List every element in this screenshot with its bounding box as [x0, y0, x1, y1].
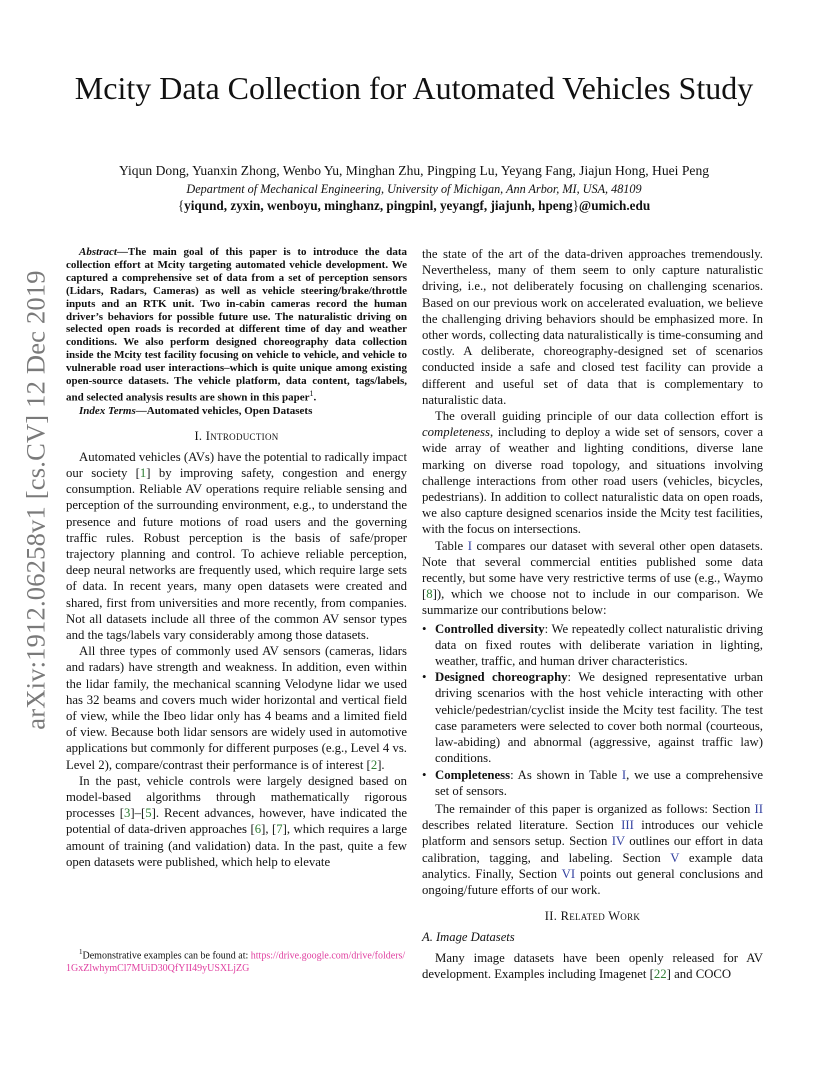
- text-run: outlines our effort in data calibration, tagging, and labeling. Section: [422, 834, 764, 865]
- bullet-text: : As shown in Table: [510, 767, 622, 782]
- index-terms-label: Index Terms: [79, 404, 136, 417]
- table-ref-link[interactable]: I: [621, 767, 627, 782]
- arxiv-sidebar: [18, 220, 54, 780]
- bullet-text: : We designed representative urban driving scenarios with the host vehicle interacting with other vehicle/pedestrian/cyclist inside the Mcity test facility. The test case parameters were selected to cover both normal (courteous, law-abiding) and abnormal (aggressive, against traffic law) conditions.: [435, 670, 763, 766]
- text-run: In the past, vehicle controls were largely designed based on model-based algorithms through mathematically rigorous processes [: [66, 773, 407, 821]
- text-run: describes related literature. Section: [422, 818, 622, 833]
- intro-paragraph-2: [66, 643, 407, 773]
- text-run: compares our dataset with several other open datasets. Note that several commercial entities published some data recently, but some have very restrictive terms of use (e.g., Waymo [: [422, 538, 763, 602]
- list-item: [422, 767, 763, 799]
- list-item: [422, 669, 763, 766]
- section-title: Introduction: [205, 428, 279, 443]
- author-list: Yiqun Dong, Yuanxin Zhong, Wenbo Yu, Minghan Zhu, Pingping Lu, Yeyang Fang, Jiajun Hong, Huei Peng: [118, 163, 710, 178]
- table-ref-link[interactable]: I: [467, 538, 472, 553]
- citation-link[interactable]: 3: [124, 806, 131, 821]
- intro-paragraph-5: [422, 408, 763, 538]
- text-run: ] by improving safety, congestion and energy consumption. Reliable AV operations require reliable sensing and perception of the surrounding environment, e.g., to understand the presence and future motions of road users and the governing traffic rules. Robust perception is the basis of safe/proper trajectory planning and control. To achieve reliable perception, deep neural networks are frequently used, which require large sets of data. In recent years, many open datasets were created and shared, first from universities and more recently, from companies. Not all datasets include all three of the common AV sensor types and the tags/labels vary considerably among those datasets.: [66, 465, 408, 642]
- text-run: Many image datasets have been openly released for AV development. Examples including Imagenet [: [422, 950, 763, 981]
- citation-link[interactable]: 5: [145, 806, 152, 821]
- text-run: ], which requires a large amount of training (and validation) data. In the past, quite a few open datasets were published, which help to elevate: [66, 822, 407, 869]
- footnote: [66, 946, 407, 975]
- paper-title: Mcity Data Collection for Automated Vehicles Study: [74, 70, 754, 106]
- text-run: The remainder of this paper is organized as follows: Section: [435, 801, 755, 816]
- author-emails: [40, 198, 788, 214]
- bullet-head: Completeness: [435, 767, 511, 782]
- text-run: ].: [377, 757, 385, 772]
- citation-link[interactable]: 8: [426, 587, 433, 602]
- text-run: ]), which we choose not to include in our comparison. We summarize our contributions below:: [422, 587, 763, 618]
- text-run: introduces our vehicle platform and sensors setup. Section: [422, 818, 763, 849]
- intro-paragraph-4: the state of the art of the data-driven approaches tremendously. Nevertheless, many of them seem to only capture naturalistic driving, i.e., not deliberately focusing on challenging scenarios. Based on our previous work on accelerated evaluation, we believe the challenging driving behaviors should be emphasized more. In other words, collecting data naturalistically is time-consuming and costly. A deliberate, choreography-designed set of scenarios conducted inside a safe and closed test facility can provide a different and useful set of data that is complementary to naturalistic data.: [422, 247, 763, 407]
- citation-link[interactable]: 7: [276, 822, 283, 837]
- footnote-url-link[interactable]: https://drive.google.com/drive/folders/1GxZlwhymCl7MUiD30QfYII49yUSXLjZG: [66, 950, 406, 974]
- bullet-text: , we use a comprehensive set of sensors.: [435, 767, 764, 798]
- section-ref-link[interactable]: VI: [561, 866, 576, 881]
- abstract-end: .: [313, 391, 317, 404]
- list-item: [422, 621, 763, 670]
- index-terms-text: —Automated vehicles, Open Datasets: [135, 404, 313, 417]
- index-terms: [66, 405, 407, 418]
- section-heading-introduction: [66, 428, 407, 444]
- brace-close: }: [572, 198, 579, 213]
- left-column: [66, 246, 407, 870]
- section-ref-link[interactable]: V: [670, 850, 680, 865]
- section-number: II.: [544, 909, 561, 924]
- text-run: ]–[: [130, 806, 146, 821]
- related-paragraph-1: [422, 950, 763, 982]
- citation-link[interactable]: 2: [370, 757, 378, 772]
- email-usernames: yiqund, zyxin, wenboyu, minghanz, pingpinl, yeyangf, jiajunh, hpeng: [184, 198, 573, 213]
- text-run: example data analytics. Finally, Section: [422, 850, 763, 881]
- bullet-head: Controlled diversity: [435, 621, 545, 636]
- intro-paragraph-3: [66, 773, 407, 870]
- section-ref-link[interactable]: II: [754, 801, 763, 816]
- text-run: ], [: [261, 822, 277, 837]
- citation-link[interactable]: 22: [653, 966, 667, 981]
- section-ref-link[interactable]: IV: [611, 834, 625, 849]
- text-run: Automated vehicles (AVs) have the potential to radically impact our society [: [66, 449, 407, 480]
- brace-open: {: [177, 198, 185, 213]
- abstract-label: Abstract: [79, 246, 117, 258]
- arxiv-identifier: arXiv:1912.06258v1 [cs.CV] 12 Dec 2019: [20, 270, 51, 730]
- intro-paragraph-7: [422, 801, 763, 898]
- text-run: ] and COCO: [666, 966, 732, 981]
- email-domain: @umich.edu: [578, 198, 651, 213]
- abstract-text: —The main goal of this paper is to introduce the data collection effort at Mcity targeting automated vehicle development. We captured a comprehensive set of data from a set of perception sensors (Lidars, Radars, Cameras) as well as vehicle steering/brake/throttle inputs and an RTK unit. Two in-cabin cameras record the human driver’s behaviors for possible future use. The naturalistic driving on selected open roads is recorded at different time of day and weather conditions. We also perform designed choreography data collection inside the Mcity test facility focusing on vehicle to vehicle, and vehicle to vulnerable road user interactions–which is quite unique among existing open-source datasets. The vehicle platform, data content, tags/labels, and selected analysis results are shown in this paper: [66, 246, 407, 404]
- citation-link[interactable]: 1: [139, 465, 147, 480]
- text-run: The overall guiding principle of our data collection effort is: [435, 409, 763, 424]
- section-number: I.: [194, 428, 206, 443]
- text-run: ]. Recent advances, however, have indicated the potential of data-driven approaches [: [66, 806, 407, 837]
- text-run: points out general conclusions and ongoing/future efforts of our work.: [422, 866, 763, 897]
- text-run: All three types of commonly used AV sensors (cameras, lidars and radars) have strength and weakness. In addition, even within the lidar family, the mechanical scanning Velodyne lidar we used has 32 beams and covers much wider horizontal and vertical field of view, while the Ibeo lidar only has 4 beams and a limited field of view. Because both lidar sensors are widely used in automotive applications but commonly for different purposes (e.g., Level 4 vs. Level 2), compare/contrast their performance is of interest [: [66, 644, 407, 772]
- subsection-heading-image-datasets: A. Image Datasets: [422, 930, 515, 945]
- bullet-text: : We repeatedly collect naturalistic driving data on fixed routes with deliberate variation in lighting, weather, traffic, and human driver characteristics.: [435, 621, 763, 669]
- footnote-mark: 1: [79, 948, 83, 956]
- contributions-list: [422, 621, 763, 799]
- citation-link[interactable]: 6: [254, 822, 262, 837]
- text-run: , including to deploy a wide set of sensors, cover a wide array of weather and lighting conditions, diverse lane marking on diverse road topology, and situations involving challenge interactions from other road users (vehicles, bicycles, pedestrians). In addition to collect naturalistic data on open roads, we also capture designed scenarios inside the Mcity test facilities, with the focus on intersections.: [422, 425, 763, 537]
- text-run: Table: [435, 538, 468, 553]
- abstract: [66, 246, 407, 405]
- section-heading-related-work: [422, 908, 763, 924]
- affiliation: Department of Mechanical Engineering, University of Michigan, Ann Arbor, MI, USA, 48109: [186, 182, 642, 196]
- footnote-text: Demonstrative examples can be found at:: [82, 950, 251, 962]
- bullet-head: Designed choreography: [435, 670, 568, 685]
- right-column: [422, 246, 763, 982]
- emphasis-completeness: completeness: [422, 425, 490, 440]
- section-ref-link[interactable]: III: [621, 818, 634, 833]
- intro-paragraph-6: [422, 538, 763, 619]
- abstract-footnote-mark: 1: [309, 388, 314, 398]
- intro-paragraph-1: [66, 449, 407, 643]
- section-title: Related Work: [560, 909, 641, 924]
